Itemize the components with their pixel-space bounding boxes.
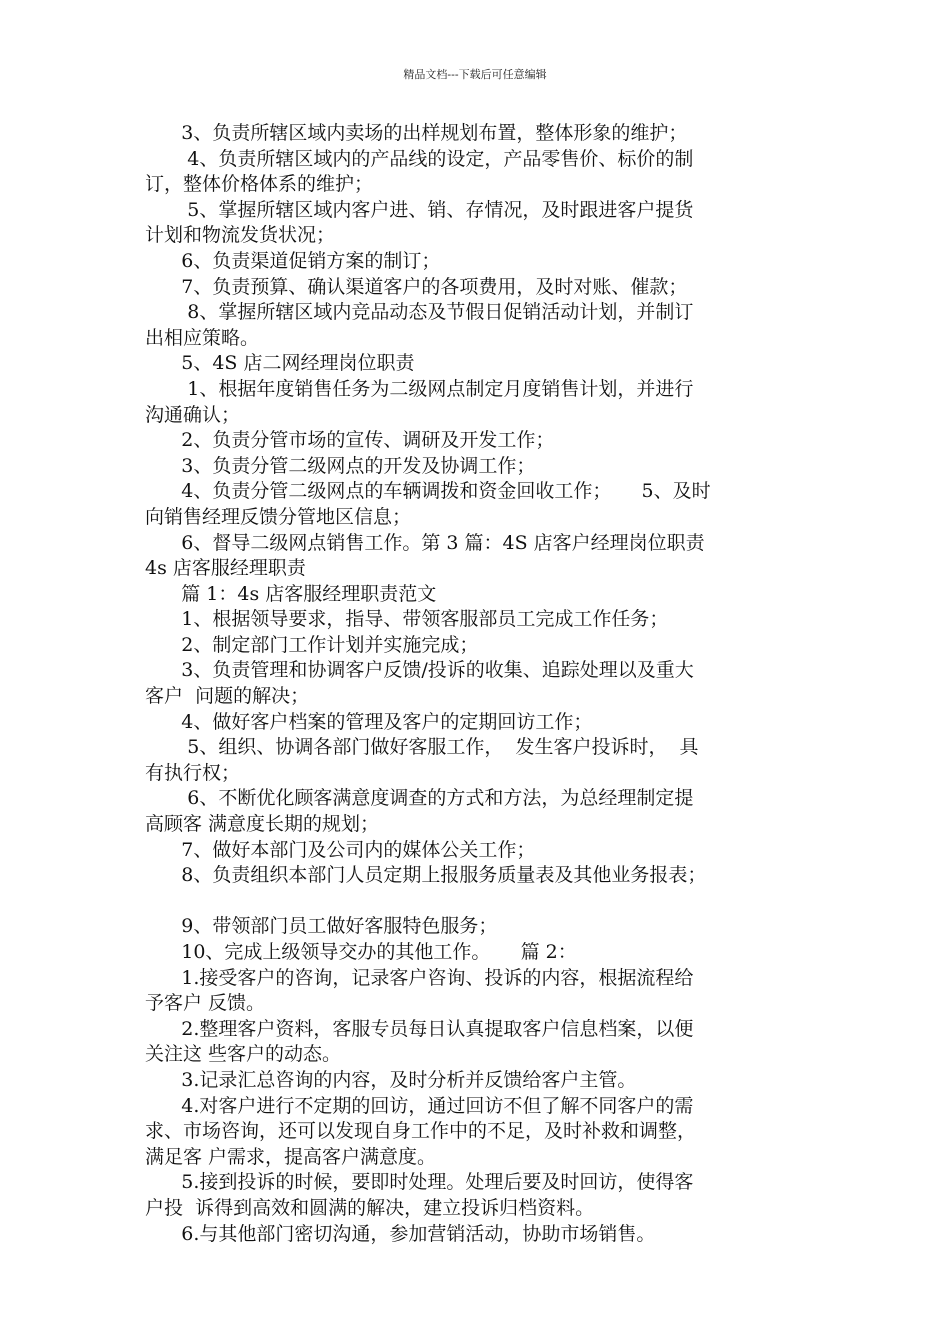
text-line: 沟通确认； bbox=[145, 403, 241, 426]
text-line: 5.接到投诉的时候，要即时处理。处理后要及时回访，使得客 bbox=[145, 1171, 694, 1194]
text-line: 予客户 反馈。 bbox=[145, 992, 266, 1015]
text-line: 6.与其他部门密切沟通，参加营销活动，协助市场销售。 bbox=[145, 1222, 656, 1245]
text-line: 2、负责分管市场的宣传、调研及开发工作； bbox=[145, 429, 555, 452]
text-line: 5、掌握所辖区域内客户进、销、存情况，及时跟进客户提货 bbox=[145, 198, 694, 221]
text-line: 4、负责所辖区域内的产品线的设定，产品零售价、标价的制 bbox=[145, 147, 694, 170]
text-line: 客户 问题的解决； bbox=[145, 685, 310, 708]
text-line: 1.接受客户的咨询，记录客户咨询、投诉的内容，根据流程给 bbox=[145, 966, 694, 989]
text-line: 4s 店客服经理职责 bbox=[145, 557, 306, 580]
text-line: 5、组织、协调各部门做好客服工作， 发生客户投诉时， 具 bbox=[145, 736, 699, 759]
text-line: 关注这 些客户的动态。 bbox=[145, 1043, 342, 1066]
text-line: 3、负责所辖区域内卖场的出样规划布置，整体形象的维护； bbox=[145, 122, 688, 144]
text-line: 满足客 户需求，提高客户满意度。 bbox=[145, 1145, 437, 1168]
text-line: 4、做好客户档案的管理及客户的定期回访工作； bbox=[145, 710, 593, 733]
text-line: 7、做好本部门及公司内的媒体公关工作； bbox=[145, 838, 536, 861]
text-line: 3、负责分管二级网点的开发及协调工作； bbox=[145, 454, 536, 477]
text-line: 计划和物流发货状况； bbox=[145, 224, 336, 247]
text-line: 1、根据领导要求，指导、带领客服部员工完成工作任务； bbox=[145, 608, 669, 631]
text-line: 高顾客 满意度长期的规划； bbox=[145, 813, 380, 836]
text-line: 订，整体价格体系的维护； bbox=[145, 173, 374, 196]
text-line: 2、制定部门工作计划并实施完成； bbox=[145, 633, 479, 656]
text-line: 10、完成上级领导交办的其他工作。 篇 2： bbox=[145, 941, 577, 963]
text-line: 出相应策略。 bbox=[145, 326, 260, 349]
text-line: 有执行权； bbox=[145, 761, 241, 784]
text-line: 向销售经理反馈分管地区信息； bbox=[145, 505, 412, 528]
text-line: 6、不断优化顾客满意度调查的方式和方法，为总经理制定提 bbox=[145, 787, 694, 810]
text-line: 篇 1：4s 店客服经理职责范文 bbox=[145, 582, 437, 605]
text-line: 4.对客户进行不定期的回访，通过回访不但了解不同客户的需 bbox=[145, 1094, 694, 1117]
text-line: 4、负责分管二级网点的车辆调拨和资金回收工作； 5、及时 bbox=[145, 480, 711, 503]
text-line: 户投 诉得到高效和圆满的解决，建立投诉归档资料。 bbox=[145, 1196, 595, 1219]
text-line: 8、掌握所辖区域内竞品动态及节假日促销活动计划，并制订 bbox=[145, 301, 694, 324]
text-line: 5、4S 店二网经理岗位职责 bbox=[145, 352, 415, 375]
text-line: 2.整理客户资料，客服专员每日认真提取客户信息档案，以便 bbox=[145, 1017, 694, 1040]
text-line bbox=[145, 889, 825, 915]
document-body bbox=[145, 121, 825, 1247]
text-line: 9、带领部门员工做好客服特色服务； bbox=[145, 915, 498, 938]
text-line: 求、市场咨询，还可以发现自身工作中的不足，及时补救和调整， bbox=[145, 1120, 697, 1143]
text-line: 3.记录汇总咨询的内容，及时分析并反馈给客户主管。 bbox=[145, 1068, 637, 1091]
text-line: 6、督导二级网点销售工作。第 3 篇：4S 店客户经理岗位职责 bbox=[145, 531, 705, 554]
text-line: 3、负责管理和协调客户反馈/投诉的收集、追踪处理以及重大 bbox=[145, 659, 694, 682]
text-line: 1、根据年度销售任务为二级网点制定月度销售计划，并进行 bbox=[145, 377, 694, 400]
text-line: 8、负责组织本部门人员定期上报服务质量表及其他业务报表； bbox=[145, 864, 707, 887]
text-line: 7、负责预算、确认渠道客户的各项费用，及时对账、催款； bbox=[145, 275, 688, 298]
text-line: 6、负责渠道促销方案的制订； bbox=[145, 249, 441, 272]
page-header: 精品文档---下载后可任意编辑 bbox=[403, 68, 547, 81]
